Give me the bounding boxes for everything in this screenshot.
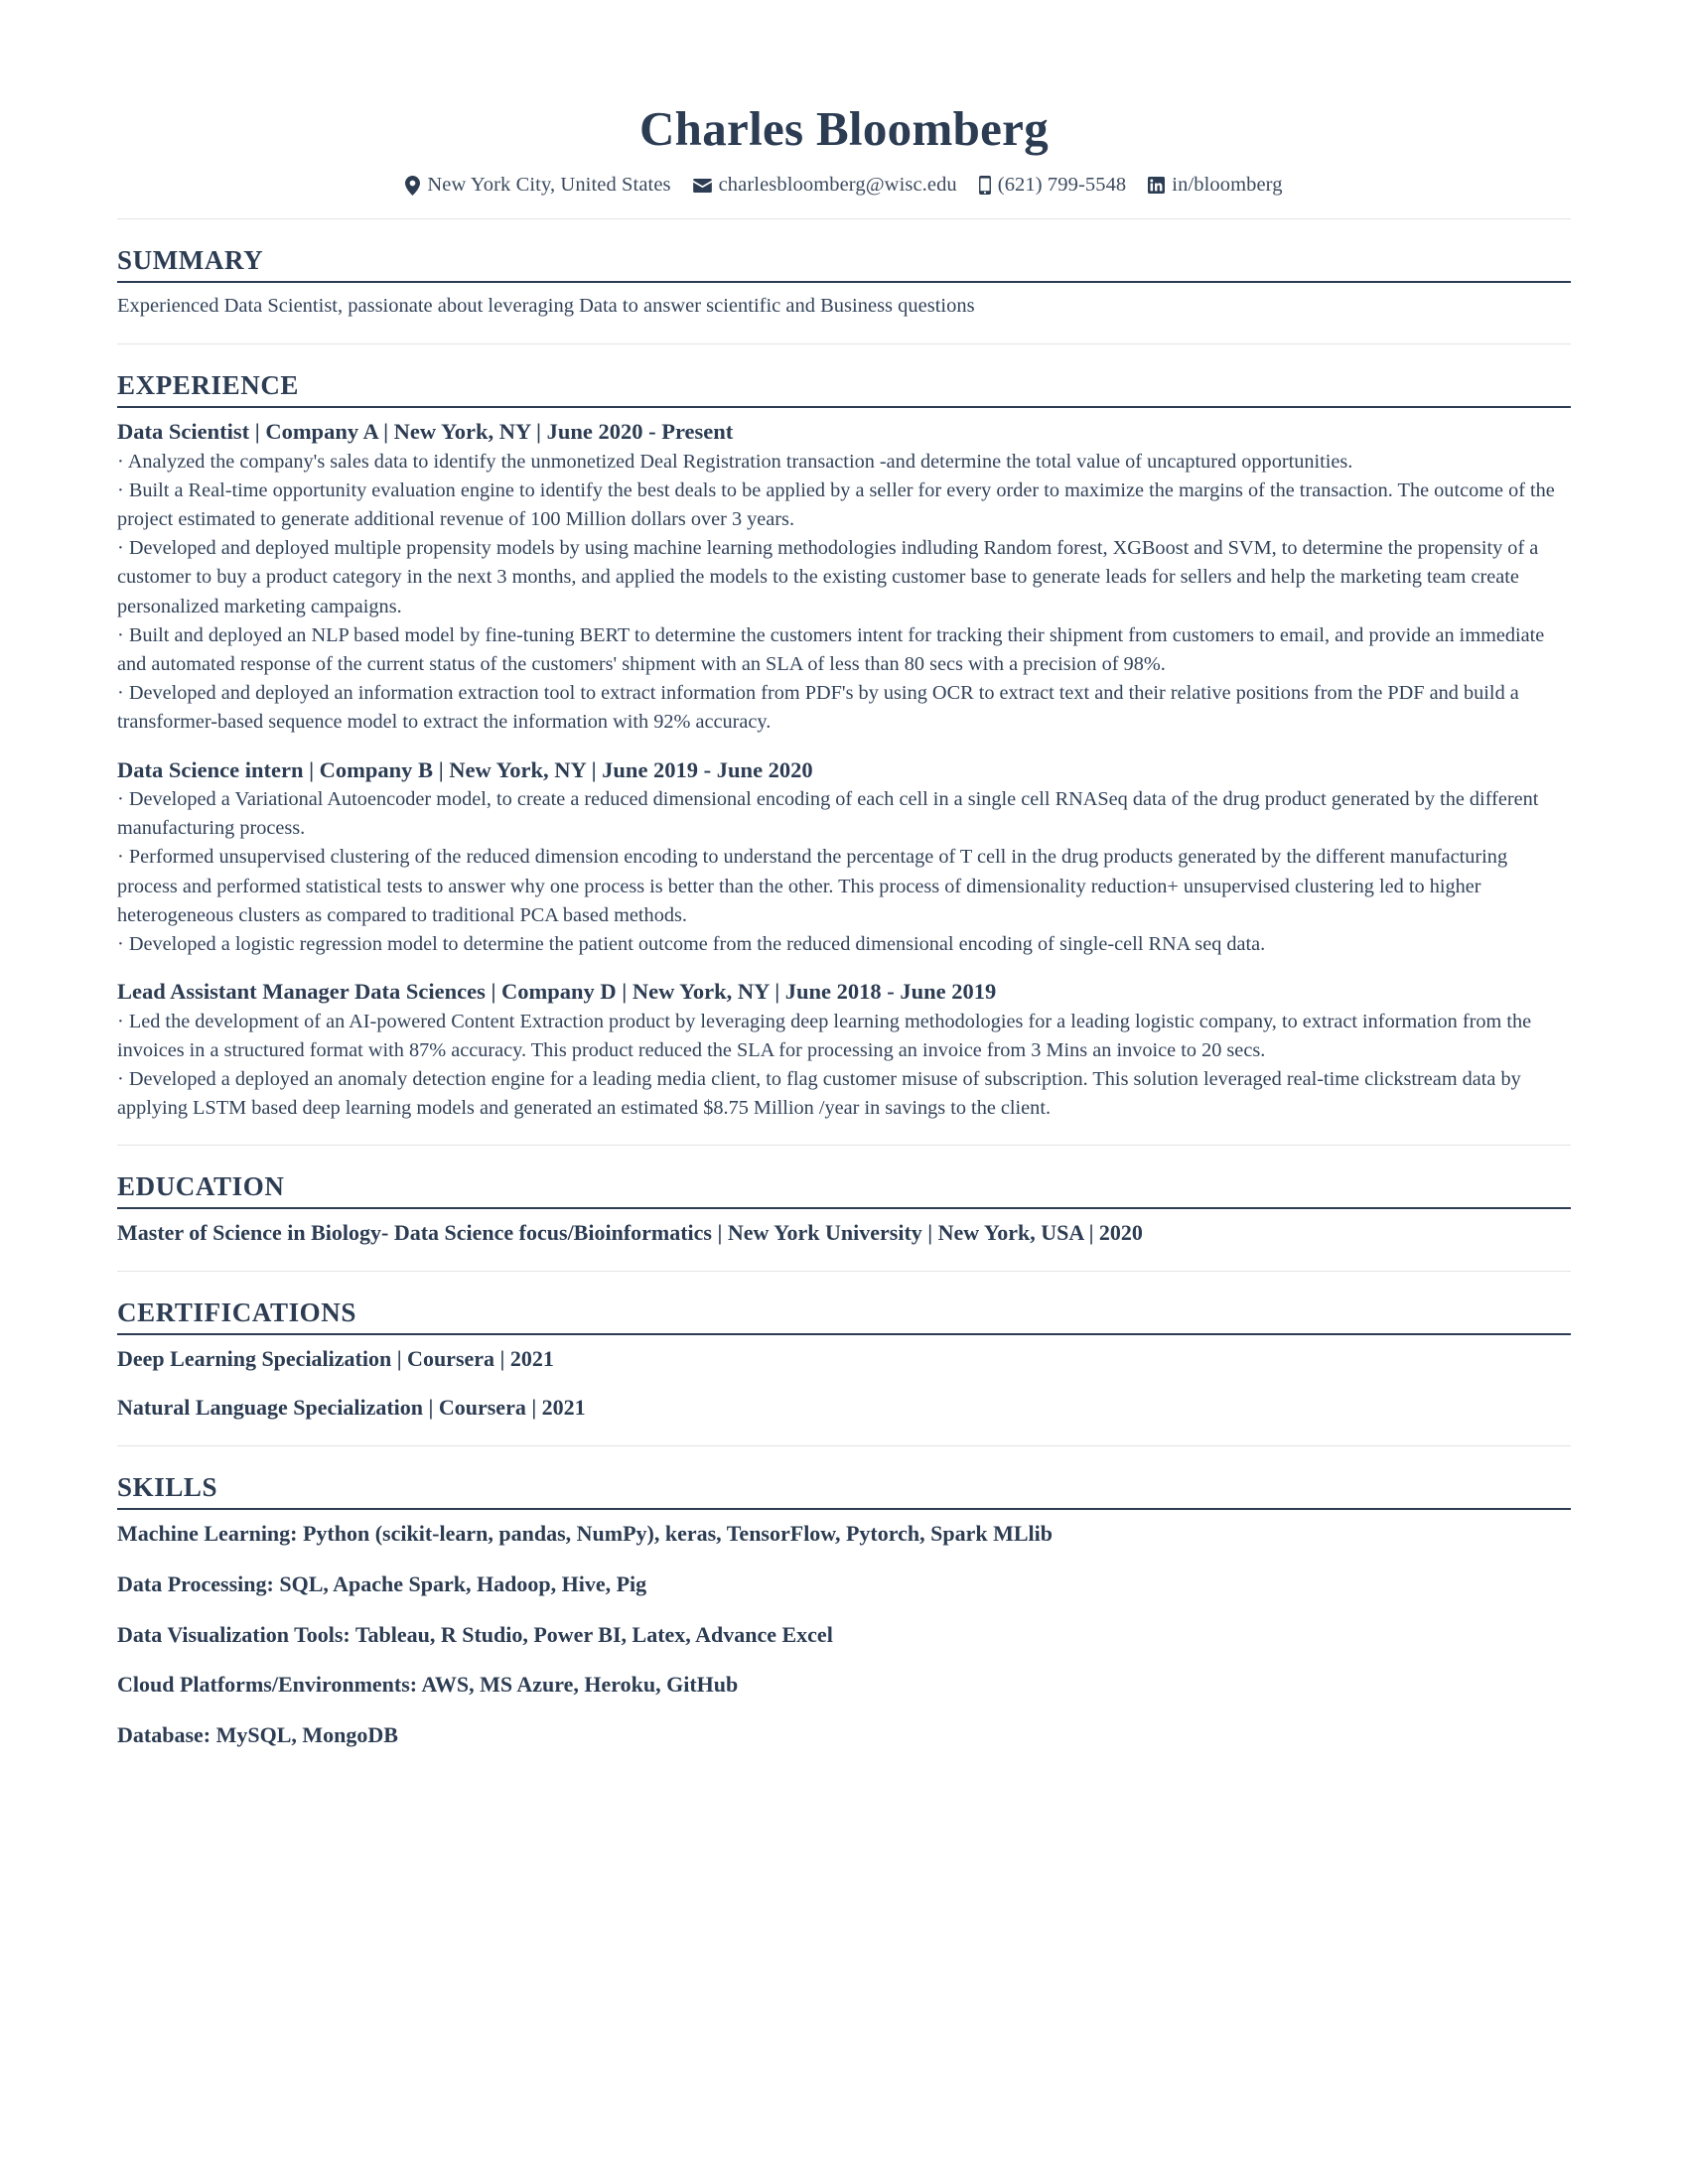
- bullet-marker-icon: ·: [117, 450, 128, 473]
- contact-linkedin-text: in/bloomberg: [1172, 174, 1283, 197]
- contact-location-text: New York City, United States: [427, 174, 671, 197]
- envelope-icon: [693, 179, 712, 193]
- job-bullet-list: [117, 1008, 1571, 1124]
- bullet-marker-icon: ·: [117, 933, 129, 956]
- job-bullet: [117, 448, 1571, 477]
- job-title: Lead Assistant Manager Data Sciences | Company D | New York, NY | June 2018 - June 2019: [117, 979, 997, 1005]
- certification-entry-list: [117, 1344, 1571, 1424]
- experience-job: [117, 755, 1571, 960]
- education-heading: EDUCATION: [117, 1171, 285, 1202]
- education-rule: [117, 1207, 1571, 1209]
- certification-entry: Natural Language Specialization | Coursera | 2021: [117, 1395, 586, 1421]
- experience-job: [117, 977, 1571, 1123]
- job-bullet: [117, 1065, 1571, 1123]
- linkedin-icon: [1148, 177, 1165, 194]
- bullet-marker-icon: ·: [117, 623, 129, 646]
- skill-entry: Data Visualization Tools: Tableau, R Studio, Power BI, Latex, Advance Excel: [117, 1621, 833, 1647]
- contact-email-text: charlesbloomberg@wisc.edu: [718, 174, 957, 197]
- certification-entry: Deep Learning Specialization | Coursera | 2021: [117, 1346, 554, 1372]
- job-bullet-text: Performed unsupervised clustering of the reduced dimension encoding to understand the percentage of T cell in the drug products generated by the different manufacturing process and performed statistical tests to answer why one process is better than the other. This process of dimensionality reduction+ unsupervised clustering led to higher heterogeneous clusters as compared to traditional PCA based methods.: [117, 846, 1508, 926]
- job-bullet-text: Built a Real-time opportunity evaluation engine to identify the best deals to be applied by a seller for every order to maximize the margins of the transaction. The outcome of the project estimated to generate additional revenue of 100 Million dollars over 3 years.: [117, 478, 1555, 530]
- contact-line: [117, 174, 1571, 197]
- job-bullet-list: [117, 785, 1571, 959]
- bullet-marker-icon: ·: [117, 1010, 129, 1032]
- summary-rule: [117, 281, 1571, 283]
- skill-entry: Database: MySQL, MongoDB: [117, 1722, 398, 1748]
- job-bullet-list: [117, 448, 1571, 738]
- job-bullet-text: Built and deployed an NLP based model by fine-tuning BERT to determine the customers intent for tracking their shipment from customers to email, and provide an immediate and automated response of the current status of the customers' shipment with an SLA of less than 80 secs with a precision of 98%.: [117, 623, 1545, 676]
- education-separator: [117, 1271, 1571, 1272]
- mobile-phone-icon: [979, 176, 991, 195]
- bullet-marker-icon: ·: [117, 1067, 129, 1090]
- bullet-marker-icon: ·: [117, 846, 129, 869]
- job-bullet: [117, 477, 1571, 534]
- contact-phone[interactable]: [979, 174, 1127, 197]
- job-bullet: [117, 785, 1571, 843]
- job-bullet-text: Developed a logistic regression model to determine the patient outcome from the reduced dimensional encoding of single-cell RNA seq data.: [128, 933, 1266, 956]
- summary-text: Experienced Data Scientist, passionate about leveraging Data to answer scientific and Business questions: [117, 295, 975, 318]
- job-bullet-text: Developed a deployed an anomaly detection engine for a leading media client, to flag customer misuse of subscription. This solution leveraged real-time clickstream data by applying LSTM based deep learning models and generated an estimated $8.75 Million /year in savings to the client.: [117, 1067, 1521, 1120]
- experience-rule: [117, 406, 1571, 408]
- experience-job-list: [117, 417, 1571, 1123]
- job-bullet-text: Developed and deployed an information extraction tool to extract information from PDF's by using OCR to extract text and their relative positions from the PDF and build a transformer-based sequence model to extract the information with 92% accuracy.: [117, 682, 1519, 734]
- contact-location: [405, 174, 670, 197]
- header-separator: [117, 218, 1571, 219]
- location-pin-icon: [405, 176, 420, 196]
- section-summary: [117, 245, 1571, 322]
- contact-email[interactable]: [693, 174, 957, 197]
- bullet-marker-icon: ·: [117, 478, 129, 501]
- experience-job: [117, 417, 1571, 737]
- bullet-marker-icon: ·: [117, 537, 129, 560]
- skills-rule: [117, 1508, 1571, 1510]
- skill-entry: Machine Learning: Python (scikit-learn, pandas, NumPy), keras, TensorFlow, Pytorch, Spark MLlib: [117, 1520, 1053, 1546]
- job-title: Data Scientist | Company A | New York, NY | June 2020 - Present: [117, 419, 734, 445]
- contact-linkedin[interactable]: [1148, 174, 1282, 197]
- section-education: [117, 1171, 1571, 1249]
- education-entry-list: [117, 1218, 1571, 1249]
- skill-entry: Cloud Platforms/Environments: AWS, MS Azure, Heroku, GitHub: [117, 1672, 739, 1698]
- summary-heading: SUMMARY: [117, 245, 264, 276]
- job-bullet-text: Led the development of an AI-powered Content Extraction product by leveraging deep learning methodologies for a leading logistic company, to extract information from the invoices in a structured format with 87% accuracy. This product reduced the SLA for processing an invoice from 3 Mins an invoice to 20 secs.: [117, 1010, 1532, 1061]
- summary-separator: [117, 343, 1571, 344]
- job-bullet: [117, 679, 1571, 737]
- section-experience: [117, 370, 1571, 1123]
- bullet-marker-icon: ·: [117, 682, 129, 705]
- certifications-rule: [117, 1333, 1571, 1335]
- candidate-name: Charles Bloomberg: [638, 101, 1050, 156]
- contact-phone-text: (621) 799-5548: [997, 174, 1127, 197]
- experience-heading: EXPERIENCE: [117, 370, 300, 401]
- skills-entry-list: [117, 1519, 1571, 1751]
- section-skills: [117, 1472, 1571, 1751]
- skills-heading: SKILLS: [117, 1471, 218, 1502]
- job-bullet-text: Analyzed the company's sales data to identify the unmonetized Deal Registration transaction -and determine the total value of uncaptured opportunities.: [127, 450, 1353, 473]
- experience-separator: [117, 1145, 1571, 1146]
- job-bullet: [117, 1008, 1571, 1065]
- section-certifications: [117, 1297, 1571, 1424]
- job-bullet-text: Developed and deployed multiple propensity models by using machine learning methodologies indluding Random forest, XGBoost and SVM, to determine the propensity of a customer to buy a product category in the next 3 months, and applied the models to the existing customer base to generate leads for sellers and help the marketing team create personalized marketing campaigns.: [117, 537, 1539, 617]
- job-bullet-text: Developed a Variational Autoencoder model, to create a reduced dimensional encoding of each cell in a single cell RNASeq data of the drug product generated by the different manufacturing process.: [117, 787, 1539, 840]
- job-bullet: [117, 843, 1571, 930]
- certifications-heading: CERTIFICATIONS: [117, 1297, 356, 1328]
- certifications-separator: [117, 1445, 1571, 1446]
- education-entry: Master of Science in Biology- Data Science focus/Bioinformatics | New York University | New York, USA | 2020: [117, 1220, 1143, 1246]
- job-bullet: [117, 930, 1571, 959]
- resume-header: [117, 69, 1571, 197]
- skill-entry: Data Processing: SQL, Apache Spark, Hadoop, Hive, Pig: [117, 1570, 647, 1596]
- bullet-marker-icon: ·: [117, 787, 129, 810]
- job-bullet: [117, 621, 1571, 679]
- job-bullet: [117, 534, 1571, 621]
- job-title: Data Science intern | Company B | New York, NY | June 2019 - June 2020: [117, 756, 813, 782]
